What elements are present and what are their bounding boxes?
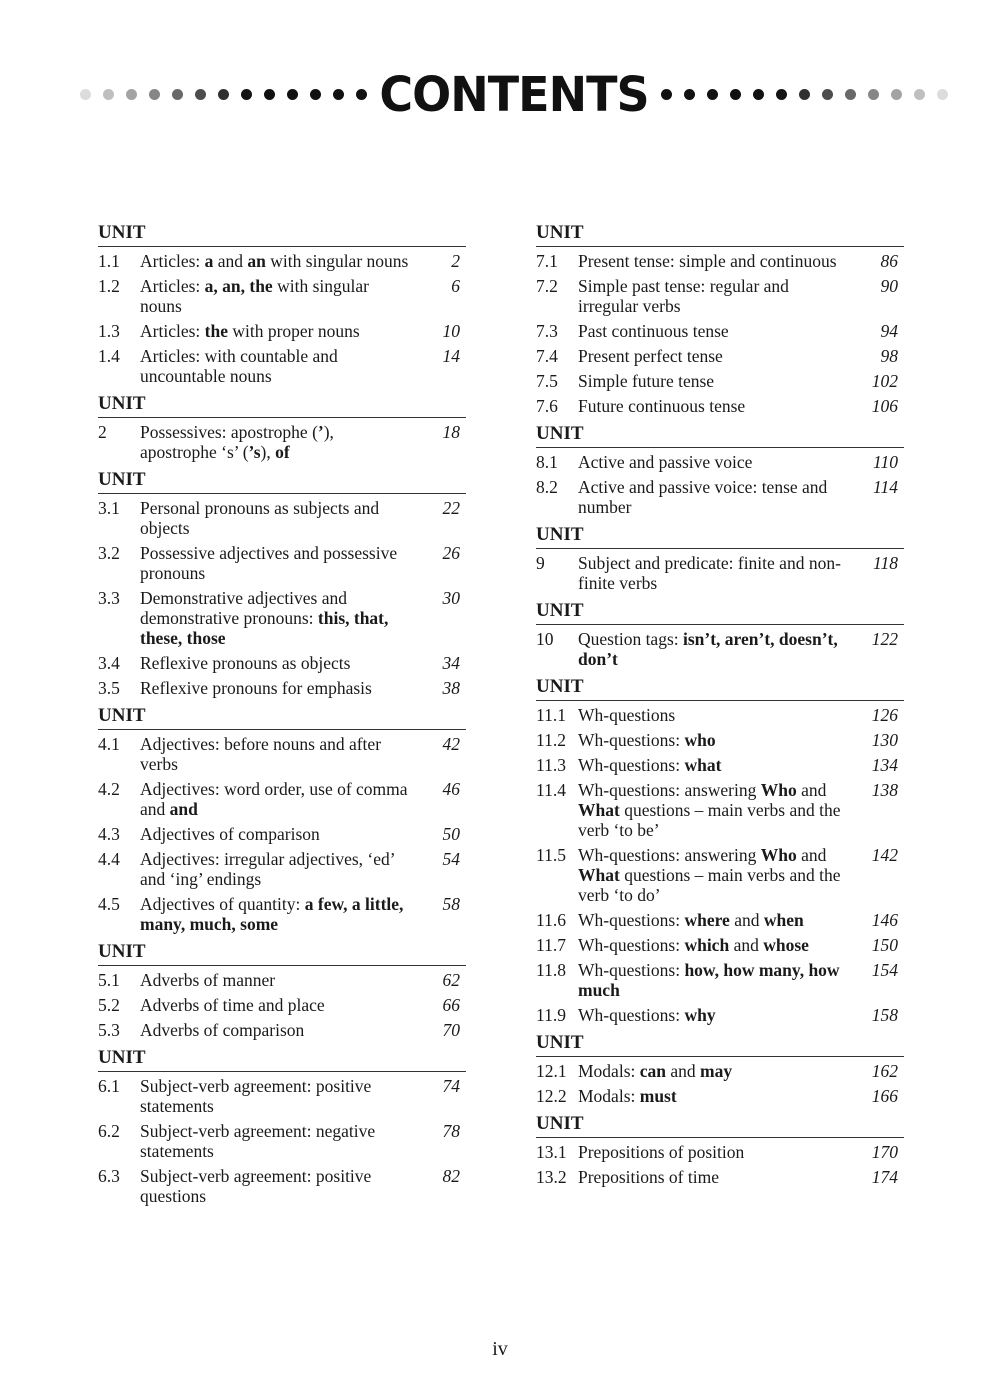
left-dot-leader-icon [80,89,367,100]
section-title: Wh-questions: why [578,1005,716,1025]
section-number: 11.7 [536,935,566,955]
toc-entry[interactable] [98,498,466,538]
toc-entry[interactable] [536,1142,904,1162]
section-title: Demonstrative adjectives and demonstrative pronouns: this, that, these, those [140,588,389,648]
unit-heading: UNIT [536,598,904,625]
section-number: 3.1 [98,498,120,518]
section-title: Simple past tense: regular and irregular verbs [578,276,789,316]
section-title: Reflexive pronouns for emphasis [140,678,372,698]
toc-entry[interactable] [536,346,904,366]
section-number: 4.1 [98,734,120,754]
unit-section [536,220,904,416]
page-number-ref: 154 [871,960,898,980]
section-number: 13.1 [536,1142,567,1162]
page-number-ref: 42 [442,734,460,754]
page-number-ref: 54 [442,849,460,869]
toc-entry[interactable] [98,779,466,819]
toc-entry[interactable] [98,970,466,990]
section-number: 3.3 [98,588,120,608]
section-title: Question tags: isn’t, aren’t, doesn’t, don’t [578,629,838,669]
unit-section [98,703,466,934]
toc-entry[interactable] [98,678,466,698]
section-title: Modals: must [578,1086,677,1106]
unit-heading: UNIT [536,1111,904,1138]
section-number: 9 [536,553,545,573]
dot-icon [914,89,925,100]
toc-entry[interactable] [98,276,466,316]
section-number: 11.2 [536,730,566,750]
toc-entry[interactable] [536,845,904,905]
toc-entry[interactable] [536,1005,904,1025]
page-number-ref: 94 [880,321,898,341]
dot-icon [149,89,160,100]
dot-icon [661,89,672,100]
section-title: Wh-questions: answering Who and What questions – main verbs and the verb ‘to be’ [578,780,841,840]
toc-entry[interactable] [536,935,904,955]
dot-icon [172,89,183,100]
section-title: Prepositions of position [578,1142,745,1162]
section-title: Wh-questions: who [578,730,716,750]
toc-entry[interactable] [98,849,466,889]
unit-heading: UNIT [536,674,904,701]
page-number-ref: 122 [871,629,898,649]
section-number: 5.3 [98,1020,120,1040]
contents-left-column [98,220,466,1211]
toc-entry[interactable] [536,910,904,930]
unit-section [536,1111,904,1187]
dot-icon [753,89,764,100]
section-title: Adjectives of quantity: a few, a little, many, much, some [140,894,404,934]
unit-heading: UNIT [98,467,466,494]
page-number-ref: 130 [871,730,898,750]
unit-section [536,598,904,669]
section-title: Adjectives: irregular adjectives, ‘ed’ and ‘ing’ endings [140,849,395,889]
section-number: 3.4 [98,653,120,673]
section-title: Adverbs of comparison [140,1020,305,1040]
section-title: Wh-questions: what [578,755,722,775]
dot-icon [287,89,298,100]
page-number-ref: 50 [442,824,460,844]
page-number-ref: 70 [442,1020,460,1040]
page-number-ref: 134 [871,755,898,775]
section-title: Subject-verb agreement: negative statements [140,1121,376,1161]
section-number: 11.8 [536,960,566,980]
section-title: Present tense: simple and continuous [578,251,837,271]
toc-entry[interactable] [536,396,904,416]
dot-icon [333,89,344,100]
page-number-ref: 6 [451,276,460,296]
page-number-ref: 90 [880,276,898,296]
toc-entry[interactable] [98,1121,466,1161]
page-title: CONTENTS [379,65,649,123]
dot-icon [822,89,833,100]
unit-heading: UNIT [98,1045,466,1072]
page-number-ref: 126 [871,705,898,725]
unit-section [98,467,466,698]
page-number-ref: 146 [871,910,898,930]
unit-heading: UNIT [98,939,466,966]
unit-heading: UNIT [536,522,904,549]
unit-section [98,391,466,462]
page-number-ref: 158 [871,1005,898,1025]
dot-icon [103,89,114,100]
dot-icon [80,89,91,100]
section-title: Simple future tense [578,371,715,391]
section-title: Reflexive pronouns as objects [140,653,351,673]
toc-entry[interactable] [536,276,904,316]
section-number: 4.3 [98,824,120,844]
toc-entry[interactable] [536,780,904,840]
toc-entry[interactable] [536,251,904,271]
unit-section [536,522,904,593]
toc-entry[interactable] [536,371,904,391]
page-number-ref: 142 [871,845,898,865]
page-number-ref: 118 [873,553,898,573]
section-number: 4.4 [98,849,120,869]
toc-entry[interactable] [536,960,904,1000]
right-dot-leader-icon [661,89,948,100]
toc-entry[interactable] [536,1061,904,1081]
section-title: Modals: can and may [578,1061,733,1081]
section-title: Present perfect tense [578,346,723,366]
section-title: Subject and predicate: finite and non-finite verbs [578,553,841,593]
page-number-ref: 170 [871,1142,898,1162]
toc-entry[interactable] [98,588,466,648]
section-title: Wh-questions: where and when [578,910,804,930]
unit-section [98,1045,466,1206]
page-number-ref: 162 [871,1061,898,1081]
page-number-ref: 30 [442,588,460,608]
section-number: 1.3 [98,321,120,341]
unit-heading: UNIT [536,220,904,247]
page-number-ref: 10 [442,321,460,341]
dot-icon [707,89,718,100]
section-number: 11.4 [536,780,566,800]
toc-entry[interactable] [536,553,904,593]
dot-icon [868,89,879,100]
page-number-ref: 106 [871,396,898,416]
page-number-ref: 46 [442,779,460,799]
section-title: Subject-verb agreement: positive statements [140,1076,372,1116]
section-number: 11.6 [536,910,566,930]
unit-heading: UNIT [98,220,466,247]
toc-entry[interactable] [536,755,904,775]
page-number-ref: 86 [880,251,898,271]
section-number: 8.2 [536,477,558,497]
page-number-ref: 66 [442,995,460,1015]
dot-icon [241,89,252,100]
page-number-ref: 138 [871,780,898,800]
toc-entry[interactable] [536,705,904,725]
page-number-ref: 2 [451,251,460,271]
dot-icon [776,89,787,100]
dot-icon [891,89,902,100]
toc-entry[interactable] [98,1166,466,1206]
section-number: 3.5 [98,678,120,698]
dot-icon [264,89,275,100]
page-number-ref: 26 [442,543,460,563]
toc-entry[interactable] [536,1167,904,1187]
unit-section [536,421,904,517]
section-title: Articles: with countable and uncountable nouns [140,346,338,386]
toc-entry[interactable] [98,251,466,271]
toc-entry[interactable] [98,543,466,583]
section-number: 7.3 [536,321,558,341]
section-title: Wh-questions: answering Who and What questions – main verbs and the verb ‘to do’ [578,845,841,905]
section-title: Possessive adjectives and possessive pronouns [140,543,398,583]
dot-icon [730,89,741,100]
section-number: 7.6 [536,396,558,416]
unit-heading: UNIT [98,703,466,730]
page-number-ref: 166 [871,1086,898,1106]
toc-entry[interactable] [98,824,466,844]
toc-entry[interactable] [98,1020,466,1040]
section-title: Active and passive voice: tense and number [578,477,828,517]
section-title: Prepositions of time [578,1167,719,1187]
section-title: Active and passive voice [578,452,753,472]
section-number: 11.5 [536,845,566,865]
dot-icon [310,89,321,100]
section-number: 4.5 [98,894,120,914]
section-title: Wh-questions [578,705,676,725]
page-number-ref: 22 [442,498,460,518]
section-title: Wh-questions: how, how many, how much [578,960,840,1000]
page-number: iv [492,1338,508,1360]
section-number: 7.4 [536,346,558,366]
dot-icon [195,89,206,100]
section-number: 7.2 [536,276,558,296]
toc-entry[interactable] [98,653,466,673]
section-title: Adverbs of time and place [140,995,325,1015]
page-number-ref: 110 [873,452,898,472]
contents-header [84,66,944,122]
page-number-ref: 102 [871,371,898,391]
unit-heading: UNIT [536,421,904,448]
section-title: Adjectives: before nouns and after verbs [140,734,382,774]
toc-entry[interactable] [536,477,904,517]
toc-entry[interactable] [536,730,904,750]
page-number-ref: 58 [442,894,460,914]
section-number: 12.1 [536,1061,567,1081]
section-title: Wh-questions: which and whose [578,935,809,955]
section-number: 6.3 [98,1166,120,1186]
section-number: 13.2 [536,1167,567,1187]
unit-heading: UNIT [98,391,466,418]
toc-entry[interactable] [536,629,904,669]
page-number-ref: 78 [442,1121,460,1141]
page-number-ref: 82 [442,1166,460,1186]
page-number-ref: 150 [871,935,898,955]
dot-icon [937,89,948,100]
toc-entry[interactable] [98,734,466,774]
page-number-ref: 74 [442,1076,460,1096]
section-number: 3.2 [98,543,120,563]
section-number: 12.2 [536,1086,567,1106]
unit-section [98,220,466,386]
page-number-ref: 34 [442,653,460,673]
section-number: 8.1 [536,452,558,472]
section-number: 5.2 [98,995,120,1015]
section-number: 2 [98,422,107,442]
page-number-ref: 14 [442,346,460,366]
toc-entry[interactable] [536,1086,904,1106]
dot-icon [684,89,695,100]
section-number: 1.4 [98,346,120,366]
section-number: 7.1 [536,251,558,271]
section-number: 6.2 [98,1121,120,1141]
section-number: 7.5 [536,371,558,391]
unit-section [536,1030,904,1106]
toc-entry[interactable] [536,452,904,472]
toc-entry[interactable] [98,346,466,386]
unit-section [98,939,466,1040]
section-title: Future continuous tense [578,396,746,416]
section-title: Articles: the with proper nouns [140,321,360,341]
section-title: Personal pronouns as subjects and objects [140,498,380,538]
toc-entry[interactable] [536,321,904,341]
section-number: 11.3 [536,755,566,775]
unit-heading: UNIT [536,1030,904,1057]
section-number: 1.2 [98,276,120,296]
page-number-ref: 114 [873,477,898,497]
section-number: 11.1 [536,705,566,725]
dot-icon [845,89,856,100]
dot-icon [799,89,810,100]
section-number: 1.1 [98,251,120,271]
section-title: Adjectives of comparison [140,824,320,844]
toc-entry[interactable] [98,894,466,934]
toc-entry[interactable] [98,1076,466,1116]
dot-icon [126,89,137,100]
dot-icon [218,89,229,100]
section-title: Articles: a, an, the with singular nouns [140,276,369,316]
section-title: Articles: a and an with singular nouns [140,251,409,271]
page-number-ref: 62 [442,970,460,990]
section-title: Past continuous tense [578,321,729,341]
toc-entry[interactable] [98,321,466,341]
section-title: Adverbs of manner [140,970,276,990]
page-number-ref: 18 [442,422,460,442]
page-number-ref: 98 [880,346,898,366]
dot-icon [356,89,367,100]
section-number: 10 [536,629,554,649]
toc-entry[interactable] [98,995,466,1015]
toc-entry[interactable] [98,422,466,462]
page-number-ref: 38 [442,678,460,698]
page-number-ref: 174 [871,1167,898,1187]
section-title: Adjectives: word order, use of comma and and [140,779,408,819]
section-number: 11.9 [536,1005,566,1025]
section-number: 6.1 [98,1076,120,1096]
section-number: 5.1 [98,970,120,990]
contents-right-column [536,220,904,1192]
section-title: Subject-verb agreement: positive questions [140,1166,372,1206]
unit-section [536,674,904,1025]
section-title: Possessives: apostrophe (’), apostrophe ‘s’ (’s), of [140,422,334,462]
section-number: 4.2 [98,779,120,799]
